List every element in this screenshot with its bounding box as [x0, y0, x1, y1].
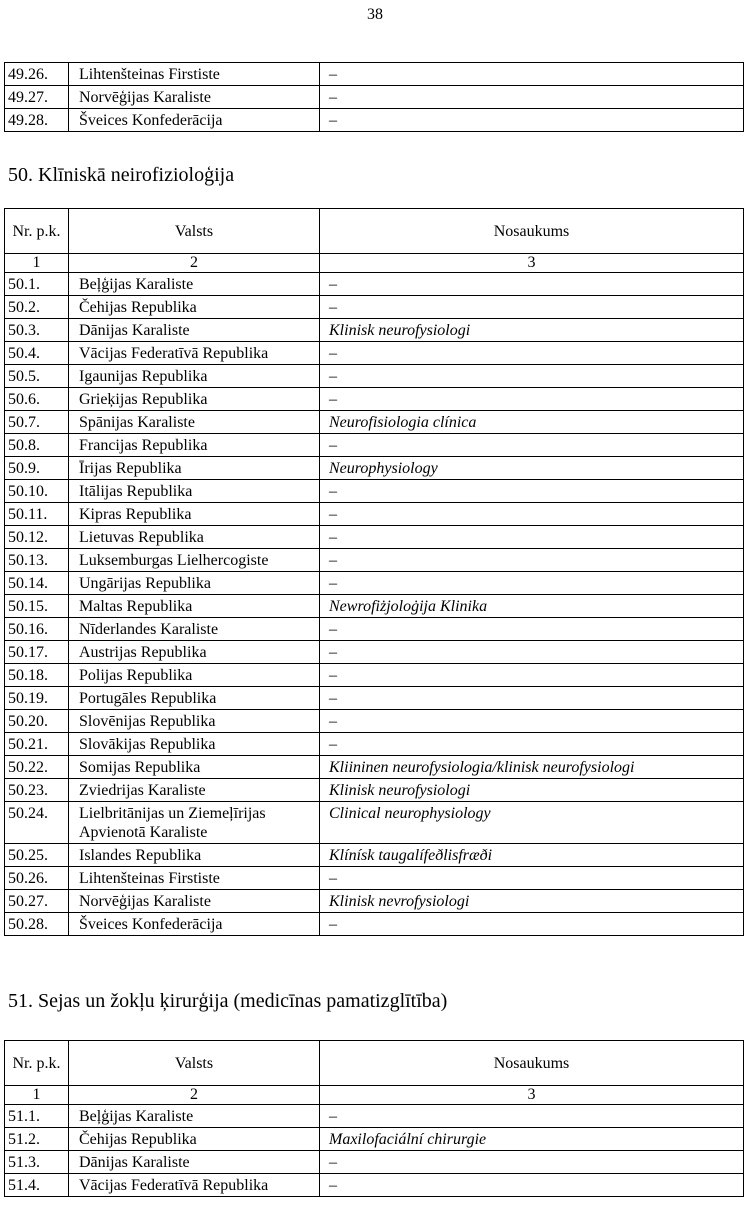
- row-name: Clinical neurophysiology: [320, 802, 744, 844]
- row-name: –: [320, 710, 744, 733]
- row-country: Slovēnijas Republika: [69, 710, 320, 733]
- row-name: –: [320, 1105, 744, 1128]
- row-country: Norvēģijas Karaliste: [69, 86, 320, 109]
- row-country: Spānijas Karaliste: [69, 411, 320, 434]
- table-column-numbers-row: [5, 254, 744, 273]
- row-name: –: [320, 549, 744, 572]
- row-country: Šveices Konfederācija: [69, 109, 320, 132]
- row-country: Lihtenšteinas Firstiste: [69, 63, 320, 86]
- row-number: 50.9.: [5, 457, 69, 480]
- page-number: 38: [367, 6, 383, 23]
- row-number: 50.25.: [5, 844, 69, 867]
- row-number: 50.17.: [5, 641, 69, 664]
- table-row: [5, 664, 744, 687]
- table-row: [5, 867, 744, 890]
- table-row: [5, 890, 744, 913]
- row-name: –: [320, 480, 744, 503]
- row-name: –: [320, 109, 744, 132]
- row-number: 51.1.: [5, 1105, 69, 1128]
- table-row: [5, 273, 744, 296]
- row-name: –: [320, 618, 744, 641]
- row-country: Itālijas Republika: [69, 480, 320, 503]
- column-number-2: 2: [69, 1086, 320, 1105]
- row-number: 50.15.: [5, 595, 69, 618]
- row-number: 50.2.: [5, 296, 69, 319]
- table-row: [5, 434, 744, 457]
- row-number: 50.11.: [5, 503, 69, 526]
- row-number: 50.12.: [5, 526, 69, 549]
- row-name: –: [320, 733, 744, 756]
- row-country: Polijas Republika: [69, 664, 320, 687]
- row-number: 50.3.: [5, 319, 69, 342]
- row-number: 50.26.: [5, 867, 69, 890]
- section-50-table-body: [5, 273, 744, 936]
- row-number: 50.5.: [5, 365, 69, 388]
- row-country: Maltas Republika: [69, 595, 320, 618]
- row-country: Vācijas Federatīvā Republika: [69, 342, 320, 365]
- table-header-row: [5, 209, 744, 254]
- row-number: 50.22.: [5, 756, 69, 779]
- row-country: Čehijas Republika: [69, 296, 320, 319]
- continued-table-body: [5, 63, 744, 132]
- table-row: [5, 641, 744, 664]
- row-number: 50.23.: [5, 779, 69, 802]
- column-number-1: 1: [5, 1086, 69, 1105]
- header-name: Nosaukums: [320, 1041, 744, 1086]
- row-name: –: [320, 664, 744, 687]
- row-number: 51.3.: [5, 1151, 69, 1174]
- header-nr: Nr. p.k.: [5, 209, 69, 254]
- row-number: 50.13.: [5, 549, 69, 572]
- row-name: –: [320, 434, 744, 457]
- row-country: Kipras Republika: [69, 503, 320, 526]
- table-row: [5, 549, 744, 572]
- row-name: –: [320, 365, 744, 388]
- row-name: Klinisk nevrofysiologi: [320, 890, 744, 913]
- row-country: Ungārijas Republika: [69, 572, 320, 595]
- row-number: 51.2.: [5, 1128, 69, 1151]
- table-row: [5, 480, 744, 503]
- row-number: 50.16.: [5, 618, 69, 641]
- table-row: [5, 296, 744, 319]
- row-name: –: [320, 342, 744, 365]
- table-row: [5, 411, 744, 434]
- row-country: Vācijas Federatīvā Republika: [69, 1174, 320, 1197]
- row-country: Lielbritānijas un Ziemeļīrijas Apvienotā Karaliste: [69, 802, 320, 844]
- row-number: 49.27.: [5, 86, 69, 109]
- row-country: Čehijas Republika: [69, 1128, 320, 1151]
- table-row: [5, 526, 744, 549]
- table-row: [5, 1128, 744, 1151]
- row-number: 50.1.: [5, 273, 69, 296]
- section-50-table: [4, 208, 744, 936]
- row-name: –: [320, 572, 744, 595]
- header-country: Valsts: [69, 209, 320, 254]
- row-country: Luksemburgas Lielhercogiste: [69, 549, 320, 572]
- column-number-2: 2: [69, 254, 320, 273]
- table-row: [5, 319, 744, 342]
- section-51-title: 51. Sejas un žokļu ķirurģija (medicīnas pamatizglītība): [8, 990, 448, 1012]
- row-country: Francijas Republika: [69, 434, 320, 457]
- row-name: –: [320, 503, 744, 526]
- section-51-table: [4, 1040, 744, 1197]
- table-row: [5, 503, 744, 526]
- table-row: [5, 1174, 744, 1197]
- row-name: Kliininen neurofysiologia/klinisk neurofysiologi: [320, 756, 744, 779]
- row-name: –: [320, 913, 744, 936]
- row-country: Portugāles Republika: [69, 687, 320, 710]
- row-country: Beļģijas Karaliste: [69, 273, 320, 296]
- row-number: 50.7.: [5, 411, 69, 434]
- table-row: [5, 63, 744, 86]
- header-nr: Nr. p.k.: [5, 1041, 69, 1086]
- table-row: [5, 913, 744, 936]
- row-country: Dānijas Karaliste: [69, 319, 320, 342]
- row-number: 50.28.: [5, 913, 69, 936]
- row-number: 51.4.: [5, 1174, 69, 1197]
- row-country: Dānijas Karaliste: [69, 1151, 320, 1174]
- row-name: Newrofiżjoloġija Klinika: [320, 595, 744, 618]
- row-country: Islandes Republika: [69, 844, 320, 867]
- row-name: –: [320, 63, 744, 86]
- row-number: 50.8.: [5, 434, 69, 457]
- row-number: 50.19.: [5, 687, 69, 710]
- row-number: 50.14.: [5, 572, 69, 595]
- table-row: [5, 618, 744, 641]
- row-country: Grieķijas Republika: [69, 388, 320, 411]
- table-row: [5, 733, 744, 756]
- table-row: [5, 86, 744, 109]
- row-country: Somijas Republika: [69, 756, 320, 779]
- table-row: [5, 1105, 744, 1128]
- row-name: Klínísk taugalífeðlisfræði: [320, 844, 744, 867]
- row-country: Beļģijas Karaliste: [69, 1105, 320, 1128]
- row-name: –: [320, 388, 744, 411]
- row-name: –: [320, 867, 744, 890]
- table-column-numbers-row: [5, 1086, 744, 1105]
- header-name: Nosaukums: [320, 209, 744, 254]
- row-country: Nīderlandes Karaliste: [69, 618, 320, 641]
- row-country: Lietuvas Republika: [69, 526, 320, 549]
- table-row: [5, 342, 744, 365]
- row-name: –: [320, 273, 744, 296]
- row-name: Klinisk neurofysiologi: [320, 319, 744, 342]
- row-number: 50.10.: [5, 480, 69, 503]
- table-row: [5, 1151, 744, 1174]
- section-51-table-body: [5, 1105, 744, 1197]
- row-number: 49.26.: [5, 63, 69, 86]
- row-country: Slovākijas Republika: [69, 733, 320, 756]
- table-row: [5, 779, 744, 802]
- row-number: 50.21.: [5, 733, 69, 756]
- row-name: –: [320, 1174, 744, 1197]
- row-number: 50.6.: [5, 388, 69, 411]
- row-country: Lihtenšteinas Firstiste: [69, 867, 320, 890]
- column-number-1: 1: [5, 254, 69, 273]
- row-number: 50.24.: [5, 802, 69, 844]
- row-name: Neurofisiologia clínica: [320, 411, 744, 434]
- table-row: [5, 802, 744, 844]
- row-country: Īrijas Republika: [69, 457, 320, 480]
- table-row: [5, 572, 744, 595]
- table-row: [5, 109, 744, 132]
- row-number: 50.18.: [5, 664, 69, 687]
- table-row: [5, 756, 744, 779]
- table-row: [5, 710, 744, 733]
- table-header-row: [5, 1041, 744, 1086]
- row-name: –: [320, 687, 744, 710]
- row-name: Maxilofaciální chirurgie: [320, 1128, 744, 1151]
- table-row: [5, 595, 744, 618]
- row-number: 50.27.: [5, 890, 69, 913]
- row-country: Norvēģijas Karaliste: [69, 890, 320, 913]
- table-row: [5, 457, 744, 480]
- row-country: Zviedrijas Karaliste: [69, 779, 320, 802]
- row-country: Austrijas Republika: [69, 641, 320, 664]
- table-row: [5, 388, 744, 411]
- row-name: –: [320, 86, 744, 109]
- row-number: 49.28.: [5, 109, 69, 132]
- row-number: 50.20.: [5, 710, 69, 733]
- column-number-3: 3: [320, 1086, 744, 1105]
- row-name: –: [320, 1151, 744, 1174]
- header-country: Valsts: [69, 1041, 320, 1086]
- table-row: [5, 844, 744, 867]
- continued-table: [4, 62, 744, 132]
- row-name: –: [320, 526, 744, 549]
- row-name: Neurophysiology: [320, 457, 744, 480]
- row-name: –: [320, 296, 744, 319]
- row-country: Šveices Konfederācija: [69, 913, 320, 936]
- row-name: Klinisk neurofysiologi: [320, 779, 744, 802]
- row-name: –: [320, 641, 744, 664]
- row-number: 50.4.: [5, 342, 69, 365]
- table-row: [5, 365, 744, 388]
- section-50-title: 50. Klīniskā neirofizioloģija: [8, 164, 235, 186]
- column-number-3: 3: [320, 254, 744, 273]
- table-row: [5, 687, 744, 710]
- row-country: Igaunijas Republika: [69, 365, 320, 388]
